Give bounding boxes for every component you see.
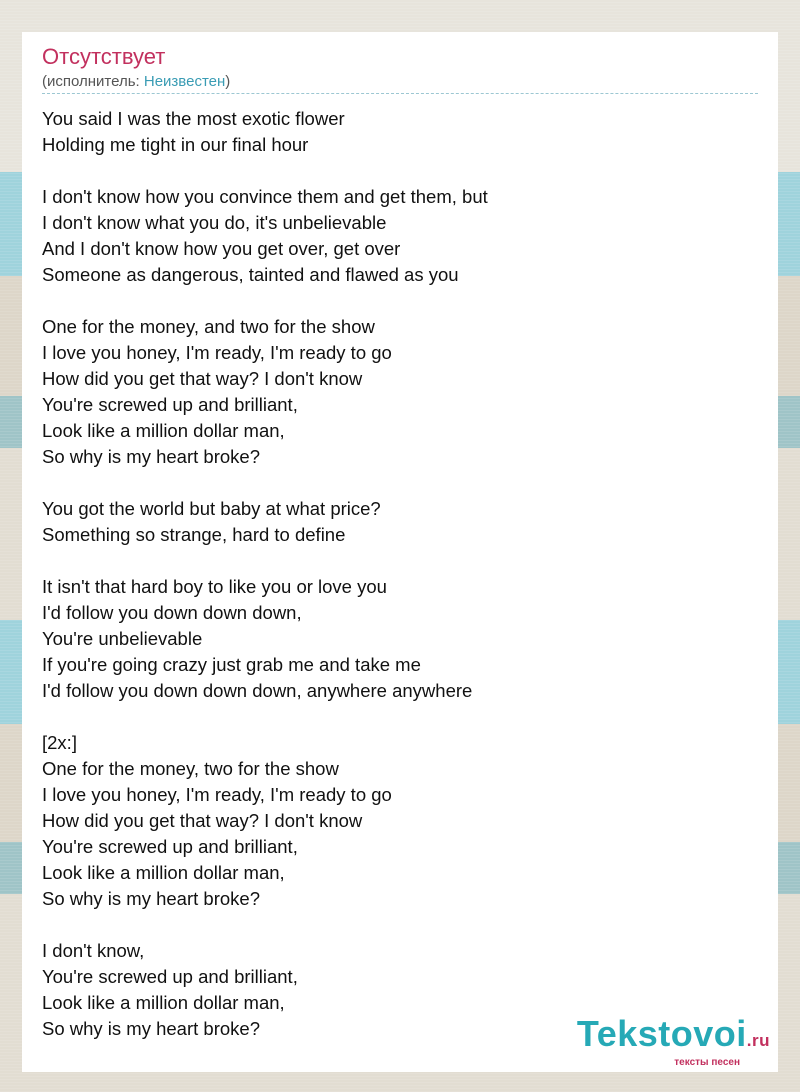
lyric-line: You're screwed up and brilliant,	[42, 966, 298, 987]
lyric-line: I don't know,	[42, 940, 145, 961]
lyric-line: Holding me tight in our final hour	[42, 134, 309, 155]
lyric-line: I'd follow you down down down, anywhere anywhere	[42, 680, 473, 701]
site-logo[interactable]	[576, 1013, 770, 1068]
lyric-line: And I don't know how you get over, get over	[42, 238, 401, 259]
lyrics-card	[22, 32, 778, 1072]
lyric-line: I love you honey, I'm ready, I'm ready to go	[42, 342, 392, 363]
lyric-line: How did you get that way? I don't know	[42, 810, 363, 831]
lyric-line: So why is my heart broke?	[42, 888, 260, 909]
lyric-line: You're screwed up and brilliant,	[42, 836, 298, 857]
lyric-line: I'd follow you down down down,	[42, 602, 302, 623]
lyric-line: Look like a million dollar man,	[42, 992, 285, 1013]
lyric-line: One for the money, and two for the show	[42, 316, 375, 337]
lyric-line: If you're going crazy just grab me and take me	[42, 654, 421, 675]
lyric-line: I don't know how you convince them and get them, but	[42, 186, 488, 207]
title-divider	[42, 93, 758, 94]
lyric-line: How did you get that way? I don't know	[42, 368, 363, 389]
lyric-line	[42, 912, 742, 938]
artist-prefix: (исполнитель:	[42, 73, 144, 90]
lyric-line	[42, 548, 742, 574]
lyric-line: Look like a million dollar man,	[42, 862, 285, 883]
lyric-line: One for the money, two for the show	[42, 758, 339, 779]
lyric-line: [2x:]	[42, 732, 77, 753]
lyric-line: You're unbelievable	[42, 628, 203, 649]
logo-tagline: тексты песен	[674, 1057, 740, 1068]
song-title: Отсутствует	[42, 44, 166, 69]
logo-name: Tekstovoi	[576, 1013, 747, 1054]
lyric-line: So why is my heart broke?	[42, 446, 260, 467]
lyric-line: It isn't that hard boy to like you or love you	[42, 576, 387, 597]
lyric-line	[42, 158, 742, 184]
lyric-line: Look like a million dollar man,	[42, 420, 285, 441]
lyric-line: You're screwed up and brilliant,	[42, 394, 298, 415]
lyric-line: You said I was the most exotic flower	[42, 108, 345, 129]
lyric-line: You got the world but baby at what price?	[42, 498, 381, 519]
lyric-line: Something so strange, hard to define	[42, 524, 346, 545]
logo-suffix: .ru	[746, 1031, 770, 1050]
lyric-line: Someone as dangerous, tainted and flawed as you	[42, 264, 459, 285]
lyric-line: I don't know what you do, it's unbelievable	[42, 212, 387, 233]
lyric-line	[42, 288, 742, 314]
lyric-line	[42, 470, 742, 496]
lyric-line: I love you honey, I'm ready, I'm ready to go	[42, 784, 392, 805]
lyric-line	[42, 704, 742, 730]
artist-line	[42, 73, 230, 91]
lyric-line: So why is my heart broke?	[42, 1018, 260, 1039]
lyrics-text	[42, 106, 742, 1042]
artist-suffix: )	[225, 73, 231, 90]
artist-link[interactable]: Неизвестен	[143, 73, 226, 90]
